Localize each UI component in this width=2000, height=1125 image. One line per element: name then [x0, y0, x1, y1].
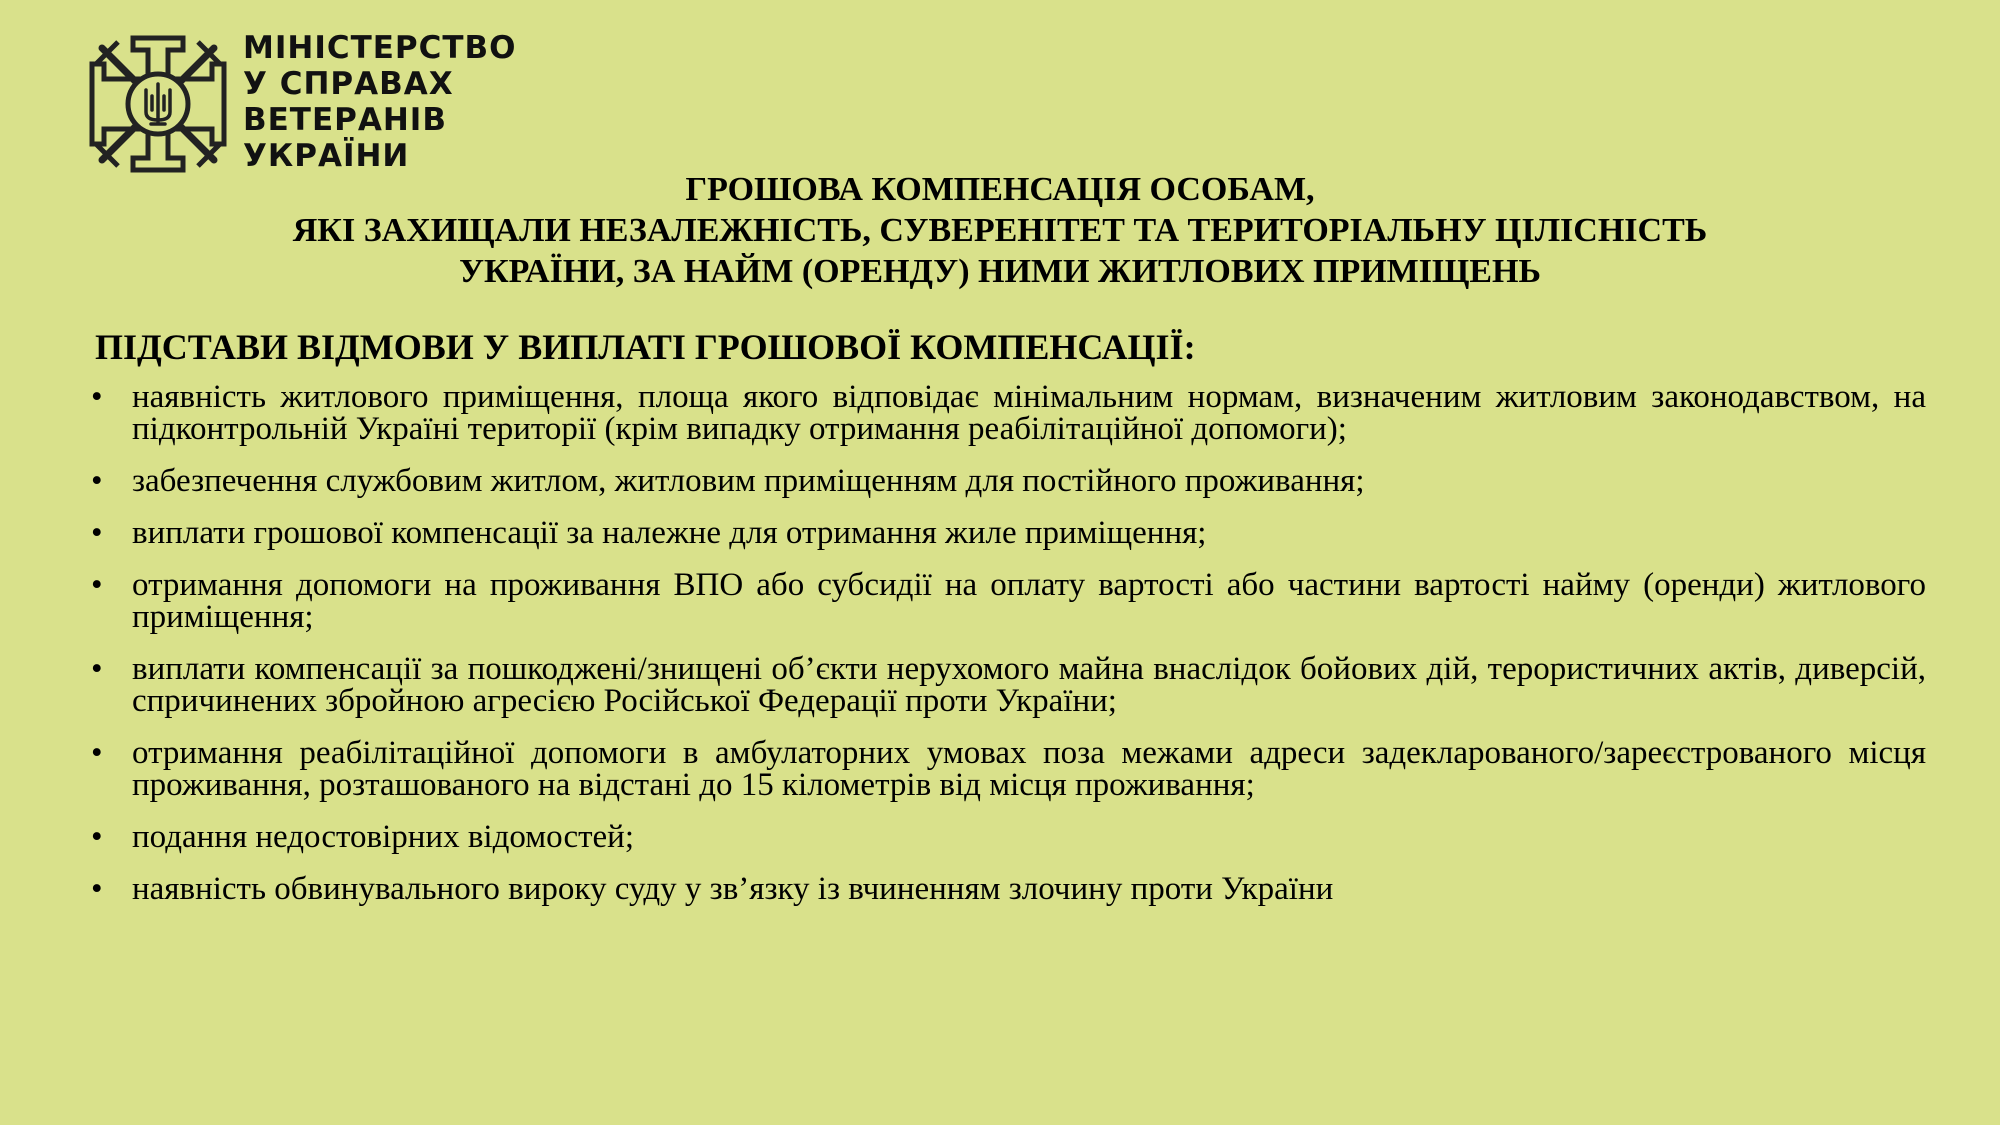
title-line: УКРАЇНИ, ЗА НАЙМ (ОРЕНДУ) НИМИ ЖИТЛОВИХ ПРИМІЩЕНЬ: [459, 253, 1541, 290]
list-item: [91, 737, 1926, 801]
bullet: •: [91, 463, 103, 499]
bullet: •: [91, 651, 103, 687]
ministry-name-line: УКРАЇНИ: [243, 138, 410, 174]
ministry-name-line: У СПРАВАХ: [243, 66, 454, 102]
list-item-text: забезпечення службовим житлом, житловим приміщенням для постійного проживання;: [132, 463, 1365, 499]
list-item: [91, 569, 1926, 633]
list-item: [91, 821, 1926, 853]
list-item-text: отримання реабілітаційної допомоги в амбулаторних умовах поза межами адреси задекларованого/зареєстрованого місця проживання, розташованого на відстані до 15 кілометрів від місця проживання;: [132, 735, 1926, 803]
ministry-emblem-logo: [88, 34, 228, 174]
title-line: ГРОШОВА КОМПЕНСАЦІЯ ОСОБАМ,: [685, 171, 1315, 208]
bullet: •: [91, 567, 103, 603]
ministry-name-line: ВЕТЕРАНІВ: [243, 102, 447, 138]
bullet: •: [91, 379, 103, 415]
bullet: •: [91, 819, 103, 855]
list-item: [91, 381, 1926, 445]
list-item-text: виплати грошової компенсації за належне для отримання жиле приміщення;: [132, 515, 1207, 551]
list-item-text: наявність житлового приміщення, площа якого відповідає мінімальним нормам, визначеним житловим законодавством, на підконтрольній Україні території (крім випадку отримання реабілітаційної допомоги);: [132, 379, 1926, 447]
list-item-text: виплати компенсації за пошкоджені/знищені об’єкти нерухомого майна внаслідок бойових дій, терористичних актів, диверсій, спричинених збройною агресією Російської Федерації проти України;: [132, 651, 1926, 719]
title-line: ЯКІ ЗАХИЩАЛИ НЕЗАЛЕЖНІСТЬ, СУВЕРЕНІТЕТ ТА ТЕРИТОРІАЛЬНУ ЦІЛІСНІСТЬ: [292, 212, 1708, 249]
page-title: [95, 169, 1905, 292]
ministry-name-line: МІНІСТЕРСТВО: [243, 30, 517, 66]
bullet: •: [91, 871, 103, 907]
list-item: [91, 873, 1926, 905]
refusal-reasons-list: [91, 381, 1926, 925]
list-item: [91, 653, 1926, 717]
ministry-name: [243, 30, 517, 174]
list-item-text: подання недостовірних відомостей;: [132, 819, 634, 855]
bullet: •: [91, 515, 103, 551]
list-item-text: отримання допомоги на проживання ВПО або субсидії на оплату вартості або частини вартості найму (оренди) житлового приміщення;: [132, 567, 1926, 635]
bullet: •: [91, 735, 103, 771]
list-item: [91, 517, 1926, 549]
list-item: [91, 465, 1926, 497]
list-item-text: наявність обвинувального вироку суду у зв’язку із вчиненням злочину проти України: [132, 871, 1334, 907]
section-title: ПІДСТАВИ ВІДМОВИ У ВИПЛАТІ ГРОШОВОЇ КОМПЕНСАЦІЇ:: [95, 327, 1196, 367]
